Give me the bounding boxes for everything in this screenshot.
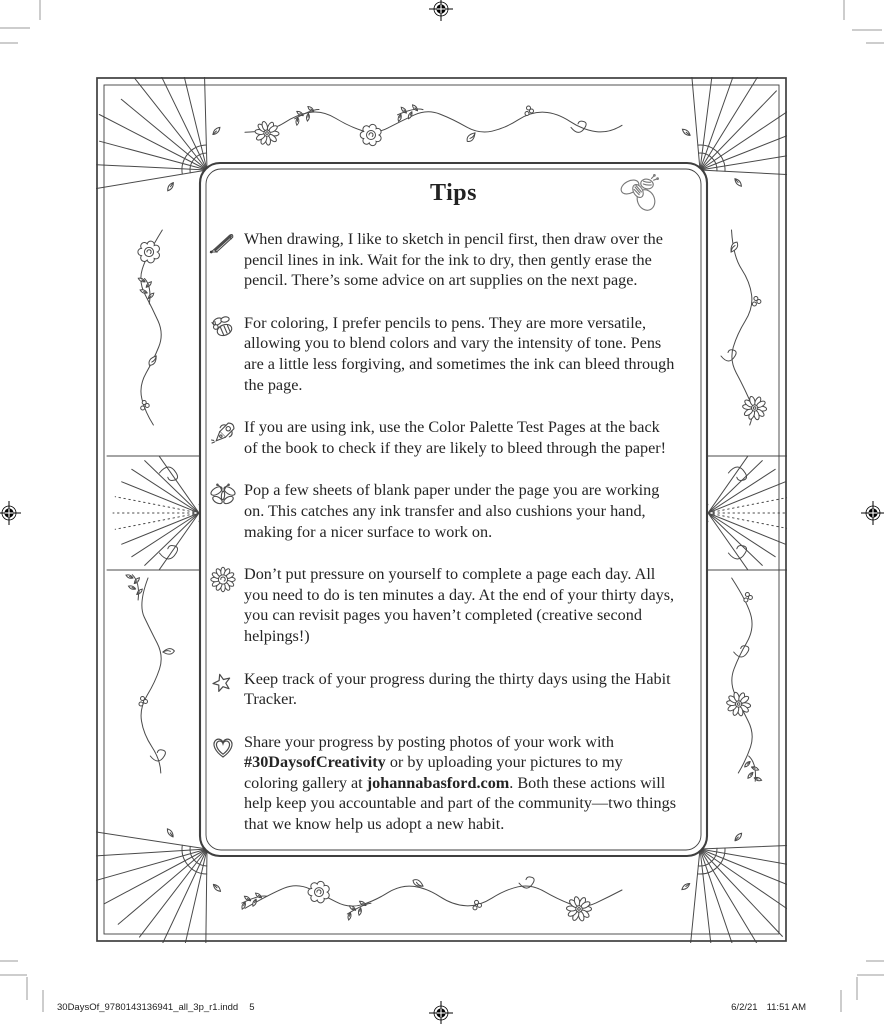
tip-segment: or by uploading your pictures to my coloring gallery at xyxy=(244,753,623,792)
tip-item xyxy=(208,669,676,710)
flower-icon xyxy=(208,564,244,646)
hashtag: #30DaysofCreativity xyxy=(244,753,386,772)
proof-time: 11:51 AM xyxy=(766,1002,806,1013)
tip-segment: . Both these actions will help keep you accountable and part of the community—two things that we know help us adopt a new habit. xyxy=(244,773,677,834)
bee-icon xyxy=(208,313,244,395)
tip-item xyxy=(208,564,676,646)
tip-text: Pop a few sheets of blank paper under the page you are working on. This catches any ink transfer and also cushions your hand, making for a nicer surface to work on. xyxy=(244,481,660,541)
proof-datetime-slug xyxy=(731,1002,806,1013)
tip-text: When drawing, I like to sketch in pencil first, then draw over the pencil lines in ink. Wait for the ink to dry, then gently erase the pencil. There’s some advice on art supplies on the next page. xyxy=(244,230,663,290)
website: johannabasford.com xyxy=(366,773,510,792)
page-title: Tips xyxy=(430,180,477,206)
heart-icon xyxy=(208,732,244,835)
proof-page-number: 5 xyxy=(249,1002,255,1013)
tip-item xyxy=(208,732,676,835)
tip-item xyxy=(208,229,676,291)
tip-item xyxy=(208,313,676,395)
tip-segment: Share your progress by posting photos of your work with xyxy=(244,732,615,751)
butterfly-icon xyxy=(208,480,244,542)
proof-filename: 30DaysOf_9780143136941_all_3p_r1.indd xyxy=(57,1002,239,1013)
tip-text: For coloring, I prefer pencils to pens. They are more versatile, allowing you to blend colors and vary the intensity of tone. Pens are a little less forgiving, and sometimes the ink can bleed through the page. xyxy=(244,313,675,394)
tips-list xyxy=(208,229,676,857)
star-icon xyxy=(208,669,244,710)
proof-filename-slug xyxy=(57,1002,254,1013)
beetle-icon xyxy=(617,173,663,215)
proof-date: 6/2/21 xyxy=(731,1002,758,1013)
tip-item xyxy=(208,417,676,458)
tip-text xyxy=(244,732,676,835)
tip-text: Don’t put pressure on yourself to complete a page each day. All you need to do is ten minutes a day. At the end of your thirty days, you can revisit pages you haven’t completed (creative second helpings!) xyxy=(244,565,675,645)
tip-text: If you are using ink, use the Color Palette Test Pages at the back of the book to check if they are likely to bleed through the paper! xyxy=(244,418,667,457)
tip-text: Keep track of your progress during the thirty days using the Habit Tracker. xyxy=(244,669,671,709)
pencil-icon xyxy=(208,229,244,291)
fountain-pen-icon xyxy=(208,417,244,458)
tip-item xyxy=(208,480,676,542)
tips-panel xyxy=(200,163,707,856)
